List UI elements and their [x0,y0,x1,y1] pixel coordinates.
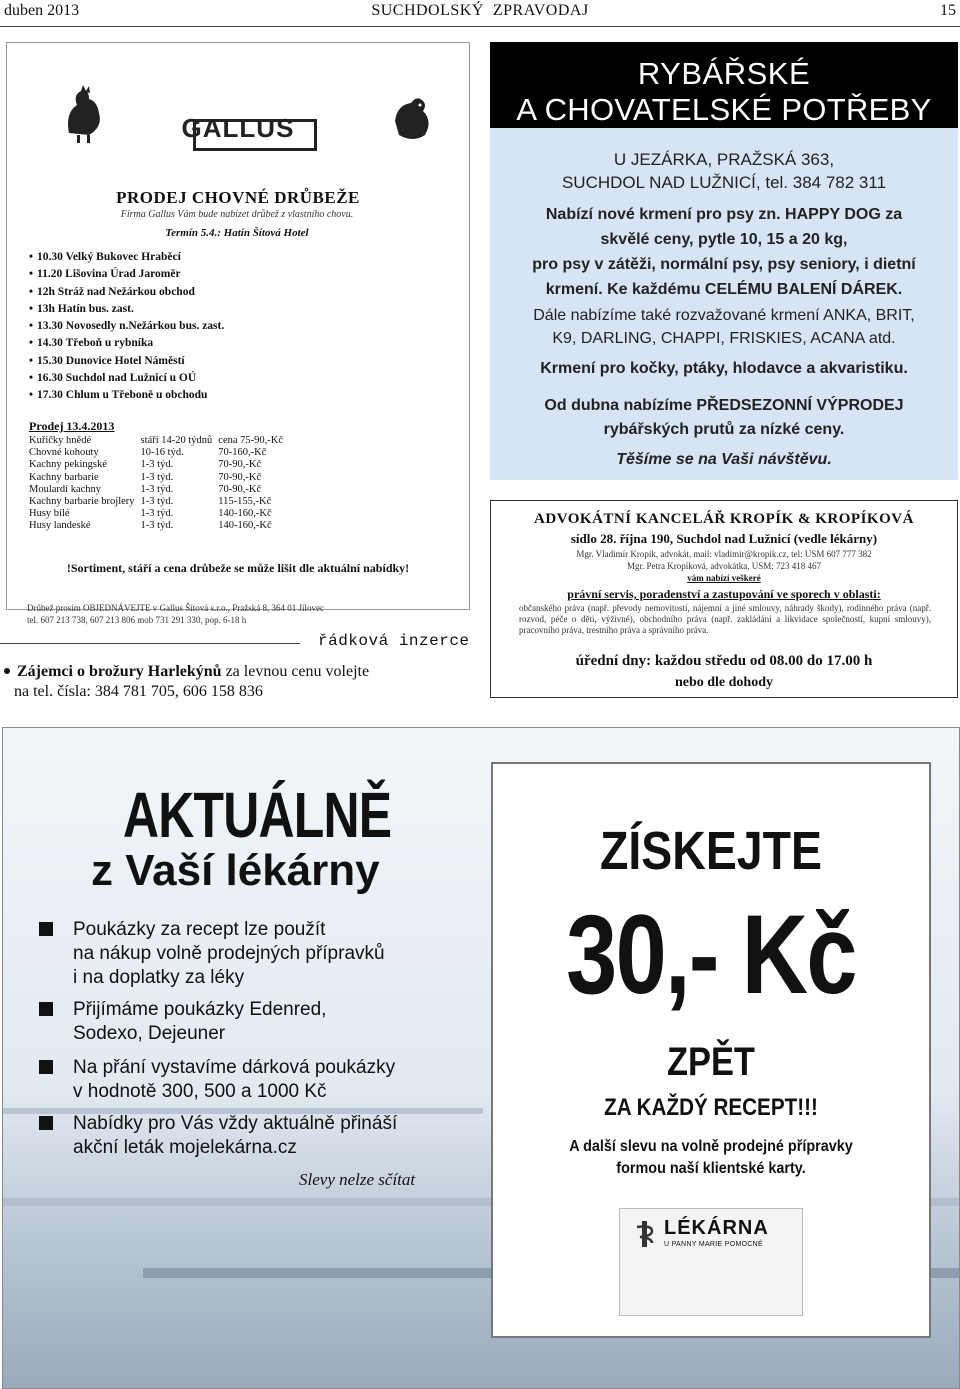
publication-title: SUCHDOLSKÝ ZPRAVODAJ [371,2,589,19]
bullet-item: Přijímáme poukázky Edenred, Sodexo, Dejeuner [39,998,479,1046]
discount-note: Slevy nelze sčítat [299,1170,416,1189]
poultry-title: PRODEJ CHOVNÉ DRŮBEŽE [116,188,360,207]
by-agreement: nebo dle dohody [674,675,774,690]
table-row: Moulardí kachny 1-3 týd. 70-90,-Kč [29,483,262,495]
schedule-item: • 10.30 Velký Bukovec Hraběcí [29,249,224,266]
bullet-item: Nabídky pro Vás vždy aktuálně přináší akční leták mojelekárna.cz [39,1112,479,1160]
fishing-ad [490,42,958,480]
pharmacy-ad [2,727,960,1389]
square-bullet-icon [39,922,53,936]
order-info: Drůbež prosím OBJEDNÁVEJTE v Gallus Šítová s.r.o., Pražská 8, 364 01 Jílovec [27,603,324,613]
table-row: Kachny barbarie brojlery 1-3 týd. 115-155,-Kč [29,496,272,508]
square-bullet-icon [39,1116,53,1130]
header-rule [0,26,960,27]
bullet-item: Poukázky za recept lze použít na nákup volně prodejných přípravků i na doplatky za léky [39,918,479,990]
classified-lead: Zájemci o brožury Harlekýnů [17,663,222,680]
pharmacy-subheadline: z Vaší lékárny [91,846,380,895]
card-pharmacy-name: LÉKÁRNA [664,1217,769,1239]
card-pharmacy-sub: U PANNY MARIE POMOCNÉ [664,1241,763,1248]
table-row: Kachny barbarie 1-3 týd. 70-90,-Kč [29,471,262,483]
schedule-item: • 14.30 Třeboň u rybníka [29,335,224,352]
bullet-item: Na přání vystavíme dárková poukázky v hodnotě 300, 500 a 1000 Kč [39,1056,479,1104]
fishing-title-1: RYBÁŘSKÉ [637,56,811,91]
classified-ad [4,662,404,702]
pharmacy-headline: AKTUÁLNĚ [123,779,392,851]
schedule-item: • 11.20 Lišovina Úrad Jaroměr [29,266,224,283]
lawyer-2: Mgr. Petra Kropíková, advokátka, USM: 723 418 467 [627,561,821,571]
table-row: Chovné kohouty 10-16 týd. 70-160,-Kč [29,447,267,459]
classified-text: za levnou cenu volejte [225,663,370,680]
price-table [29,435,289,533]
poultry-subtitle: Firma Gallus Vám bude nabízet drůbež z vlastního chovu. [120,209,354,220]
coupon-ad [491,762,931,1338]
schedule-item: • 13.30 Novosedly n.Nežárkou bus. zast. [29,318,224,335]
classified-rule [0,643,300,644]
classified-phones: na tel. čísla: 384 781 705, 606 158 836 [14,683,263,700]
offer-line: vám nabízí veškeré [687,573,761,583]
page-number: 15 [940,2,956,19]
coupon-amount: 30,- Kč [566,892,856,1017]
bullet-icon [4,668,10,674]
table-row: Kuřičky hnědé stáří 14-20 týdnů cena 75-90,-Kč [29,435,284,446]
table-row: Kachny pekingské 1-3 týd. 70-90,-Kč [29,459,262,471]
poultry-ad [6,42,470,625]
brand-offer: Dále nabízíme také rozvažované krmení ANKA, BRIT, K9, DARLING, CHAPPI, FRISKIES, ACANA atd. [533,307,915,347]
coupon-line-5: A další slevu na volně prodejné přípravky formou naší klientské karty. [569,1138,853,1177]
table-row: Husy landeské 1-3 týd. 140-160,-Kč [29,520,272,532]
order-contact: tel. 607 213 738, 607 213 806 mob 731 291 330, pop. 6-18 h [27,615,247,625]
poultry-date-line: Termín 5.4.: Hatín Šítová Hotel [165,227,309,239]
law-office-address: sídlo 28. října 190, Suchdol nad Lužnicí (vedle lékárny) [570,531,878,546]
classified-title: řádková inzerce [318,632,470,650]
pharmacy-card [619,1208,803,1316]
schedule-list [29,249,224,405]
schedule-item: • 17.30 Chlum u Třeboně u obchodu [29,387,224,404]
services-heading: právní servis, poradenství a zastupování ve sporech v oblasti: [567,587,881,601]
schedule-item: • 15.30 Dunovice Hotel Náměstí [29,353,224,370]
presale-offer: Od dubna nabízíme PŘEDSEZONNÍ VÝPRODEJ rybářských prutů za nízké ceny. [544,397,904,438]
fishing-title-2: A CHOVATELSKÉ POTŘEBY [516,92,932,127]
services-description: občanského práva (např. převody nemovitostí, nájemní a jiné smlouvy, náhrady škody), rodinného práva (např. rozvod, péče o děti, výživné), obchodního práva (např. zakládání a likvidace společností, kupní smlouvy), pracovního práva, trestního práva a správního práva. [519,603,931,635]
pharmacy-logo-icon [630,1219,660,1249]
lawyer-1: Mgr. Vladimír Kropík, advokát, mail: vladimir@kropik.cz, tel: USM 607 777 382 [576,549,872,559]
coupon-line-4: ZA KAŽDÝ RECEPT!!! [604,1094,818,1121]
coupon-line-1: ZÍSKEJTE [600,821,822,881]
closing-line: Těšíme se na Vaši návštěvu. [616,451,832,468]
schedule-item: • 13h Hatín bus. zast. [29,301,224,318]
schedule-item: • 16.30 Suchdol nad Lužnicí u OÚ [29,370,224,387]
fishing-address: U JEZÁRKA, PRAŽSKÁ 363, SUCHDOL NAD LUŽNICÍ, tel. 384 782 311 [561,150,887,192]
square-bullet-icon [39,1060,53,1074]
poultry-note: !Sortiment, stáří a cena drůbeže se může lišit dle aktuální nabídky! [66,561,410,575]
fishing-banner [490,42,958,128]
table-row: Husy bílé 1-3 týd. 140-160,-Kč [29,508,272,520]
dog-food-offer: Nabízí nové krmení pro psy zn. HAPPY DOG za skvělé ceny, pytle 10, 15 a 20 kg, pro psy v zátěži, normální psy, psy seniory, i dietní krmení. Ke každému CELÉMU BALENÍ DÁREK. [532,206,916,298]
issue-date: duben 2013 [4,2,80,19]
square-bullet-icon [39,1002,53,1016]
schedule-item: • 12h Stráž nad Nežárkou obchod [29,284,224,301]
brand-logo: GALLUS [181,113,295,143]
coupon-line-3: ZPĚT [667,1040,755,1084]
other-food: Krmení pro kočky, ptáky, hlodavce a akvaristiku. [540,360,908,377]
law-office-ad [490,500,958,698]
page-header [0,0,960,30]
sale-date: Prodej 13.4.2013 [29,419,115,433]
law-office-title: ADVOKÁTNÍ KANCELÁŘ KROPÍK & KROPÍKOVÁ [534,511,914,527]
office-hours: úřední dny: každou středu od 08.00 do 17.00 h [575,653,873,669]
